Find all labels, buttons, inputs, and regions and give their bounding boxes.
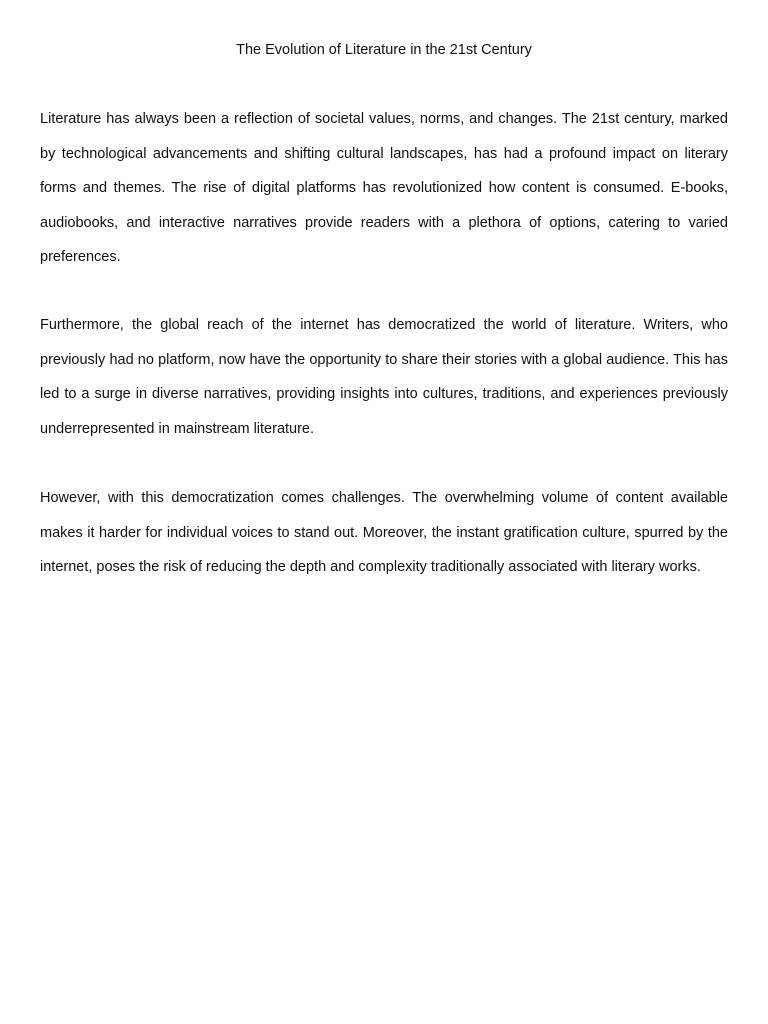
paragraph-2: Furthermore, the global reach of the internet has democratized the world of literature. Writers, who previously had no platform, now have the opportunity to share their stories with a global audience. This has led to a surge in diverse narratives, providing insights into cultures, traditions, and experiences previously underrepresented in mainstream literature.: [40, 317, 728, 437]
document-title: The Evolution of Literature in the 21st Century: [236, 42, 532, 58]
paragraph-3: However, with this democratization comes challenges. The overwhelming volume of content available makes it harder for individual voices to stand out. Moreover, the instant gratification culture, spurred by the internet, poses the risk of reducing the depth and complexity traditionally associated with literary works.: [40, 490, 728, 576]
paragraph-1: Literature has always been a reflection of societal values, norms, and changes. The 21st century, marked by technological advancements and shifting cultural landscapes, has had a profound impact on literary forms and themes. The rise of digital platforms has revolutionized how content is consumed. E-books, audiobooks, and interactive narratives provide readers with a plethora of options, catering to varied preferences.: [40, 111, 728, 266]
